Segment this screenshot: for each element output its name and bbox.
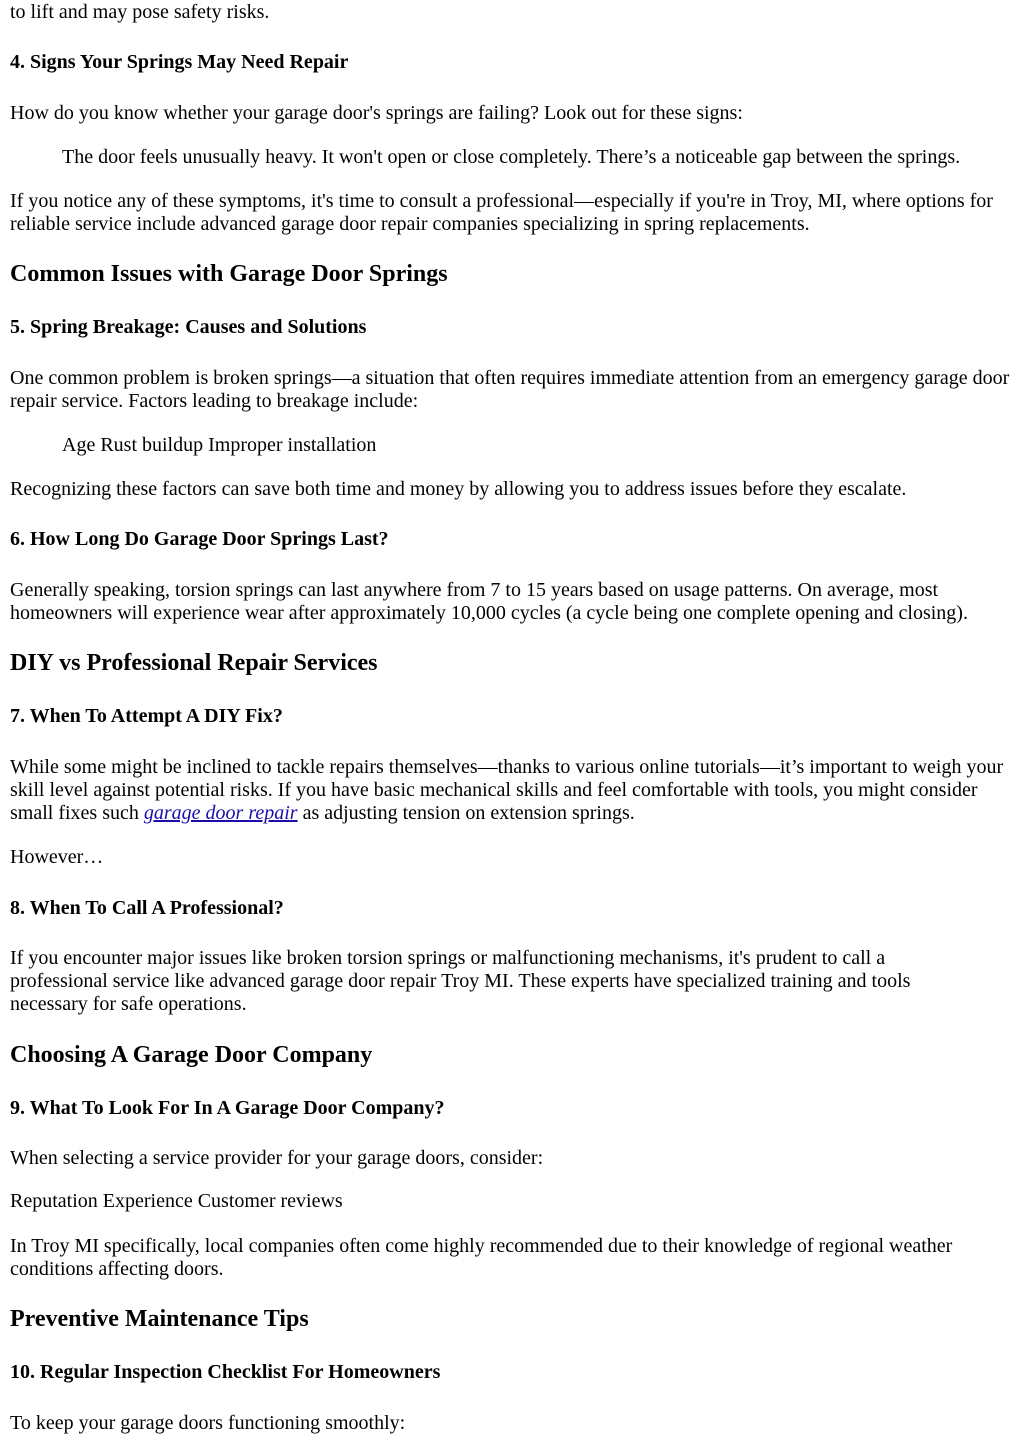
heading-preventive-maintenance: Preventive Maintenance Tips xyxy=(10,1306,309,1332)
heading-what-to-look-for: 9. What To Look For In A Garage Door Company? xyxy=(10,1097,445,1119)
paragraph-breakage: One common problem is broken springs—a situation that often requires immediate attention from an emergency garage door repair service. Factors leading to breakage include: xyxy=(10,367,1010,412)
heading-call-professional: 8. When To Call A Professional? xyxy=(10,897,284,919)
heading-inspection-checklist: 10. Regular Inspection Checklist For Homeowners xyxy=(10,1361,441,1383)
paragraph-however: However… xyxy=(10,846,104,868)
heading-breakage: 5. Spring Breakage: Causes and Solutions xyxy=(10,316,367,338)
paragraph-look-for-intro: When selecting a service provider for your garage doors, consider: xyxy=(10,1147,544,1169)
paragraph-breakage-note: Recognizing these factors can save both time and money by allowing you to address issues before they escalate. xyxy=(10,478,907,500)
garage-door-repair-link[interactable]: garage door repair xyxy=(143,802,298,824)
list-breakage-causes: Age Rust buildup Improper installation xyxy=(62,434,377,456)
paragraph-signs-intro: How do you know whether your garage door's springs are failing? Look out for these signs: xyxy=(10,102,743,124)
diy-text-before: While some might be inclined to tackle repairs themselves—thanks to various online tutorials—it’s important to weigh your skill level against potential risks. If you have basic mechanical skills and feel comfortable with tools, you might consider small fixes such xyxy=(10,756,1004,824)
diy-text-after: as adjusting tension on extension springs. xyxy=(297,802,635,824)
paragraph-intro-tail: to lift and may pose safety risks. xyxy=(10,1,270,23)
paragraph-call-professional: If you encounter major issues like broken torsion springs or malfunctioning mechanisms, it's prudent to call a professional service like advanced garage door repair Troy MI. These experts have specialized training and tools necessary for safe operations. xyxy=(10,947,911,1015)
paragraph-signs-advice: If you notice any of these symptoms, it's time to consult a professional—especially if you're in Troy, MI, where options for reliable service include advanced garage door repair companies specializing in spring replacements. xyxy=(10,190,993,235)
heading-diy-fix: 7. When To Attempt A DIY Fix? xyxy=(10,705,283,727)
heading-signs: 4. Signs Your Springs May Need Repair xyxy=(10,51,349,73)
paragraph-checklist-intro: To keep your garage doors functioning smoothly: xyxy=(10,1412,406,1434)
heading-spring-lifespan: 6. How Long Do Garage Door Springs Last? xyxy=(10,528,389,550)
heading-choosing-company: Choosing A Garage Door Company xyxy=(10,1042,373,1068)
paragraph-spring-lifespan: Generally speaking, torsion springs can last anywhere from 7 to 15 years based on usage patterns. On average, most homeowners will experience wear after approximately 10,000 cycles (a cycle being one complete opening and closing). xyxy=(10,579,968,624)
list-company-criteria: Reputation Experience Customer reviews xyxy=(10,1190,343,1212)
paragraph-diy xyxy=(10,756,1010,825)
heading-common-issues: Common Issues with Garage Door Springs xyxy=(10,261,448,287)
heading-diy-vs-pro: DIY vs Professional Repair Services xyxy=(10,650,378,676)
list-signs: The door feels unusually heavy. It won't open or close completely. There’s a noticeable gap between the springs. xyxy=(62,146,961,168)
paragraph-troy-note: In Troy MI specifically, local companies often come highly recommended due to their knowledge of regional weather conditions affecting doors. xyxy=(10,1235,953,1280)
